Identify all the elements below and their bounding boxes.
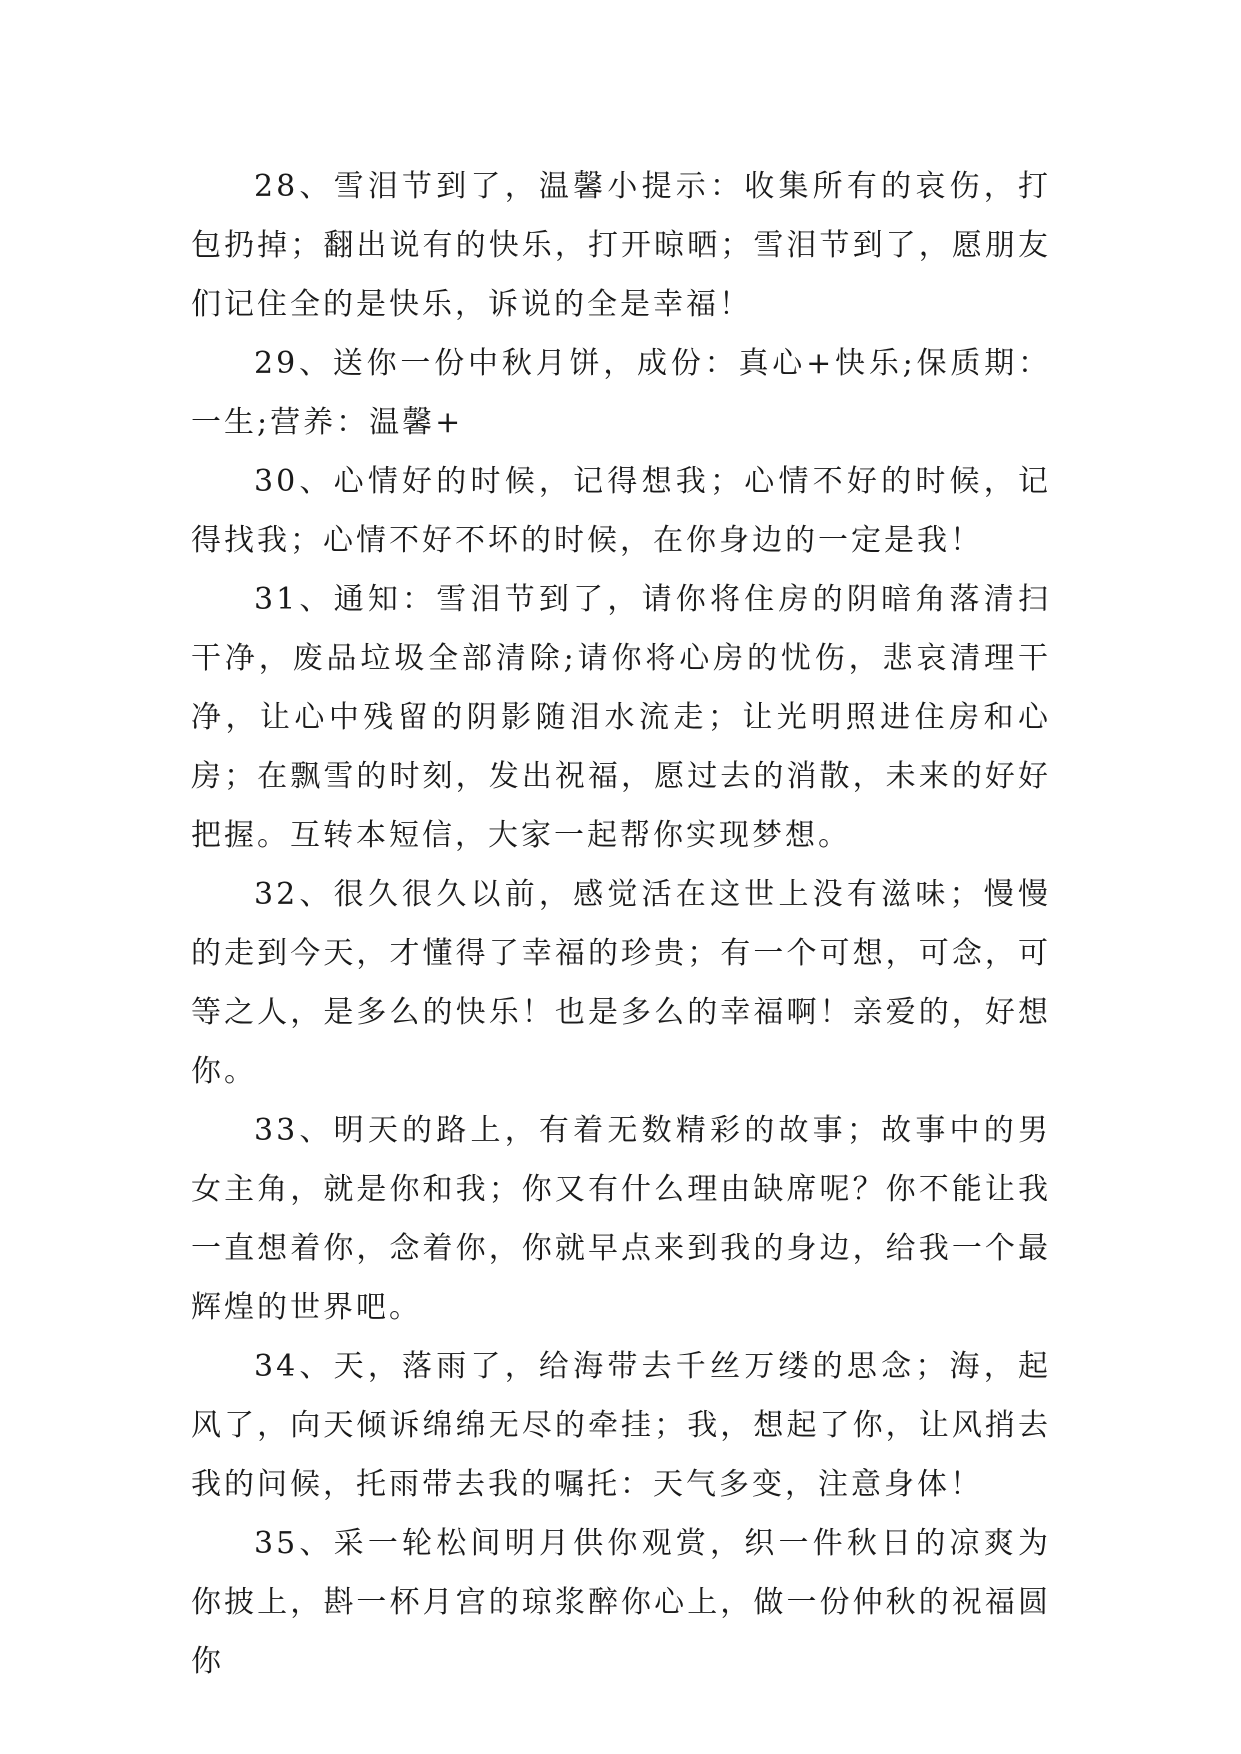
document-body	[191, 157, 1051, 1691]
paragraph-30: 30、心情好的时候，记得想我；心情不好的时候，记得找我；心情不好不坏的时候，在你身边的一定是我！	[191, 464, 1051, 558]
paragraph-28: 28、雪泪节到了，温馨小提示：收集所有的哀伤，打包扔掉；翻出说有的快乐，打开晾晒；雪泪节到了，愿朋友们记住全的是快乐，诉说的全是幸福！	[191, 169, 1051, 322]
paragraph-29: 29、送你一份中秋月饼，成份：真心+快乐;保质期：一生;营养：温馨+	[191, 346, 1051, 440]
paragraph-31: 31、通知：雪泪节到了，请你将住房的阴暗角落清扫干净，废品垃圾全部清除;请你将心房的忧伤，悲哀清理干净，让心中残留的阴影随泪水流走；让光明照进住房和心房；在飘雪的时刻，发出祝福，愿过去的消散，未来的好好把握。互转本短信，大家一起帮你实现梦想。	[191, 582, 1051, 853]
paragraph-33: 33、明天的路上，有着无数精彩的故事；故事中的男女主角，就是你和我；你又有什么理由缺席呢？你不能让我一直想着你，念着你，你就早点来到我的身边，给我一个最辉煌的世界吧。	[191, 1113, 1051, 1325]
paragraph-34: 34、天，落雨了，给海带去千丝万缕的思念；海，起风了，向天倾诉绵绵无尽的牵挂；我，想起了你，让风捎去我的问候，托雨带去我的嘱托：天气多变，注意身体！	[191, 1349, 1051, 1502]
paragraph-32: 32、很久很久以前，感觉活在这世上没有滋味；慢慢的走到今天，才懂得了幸福的珍贵；有一个可想，可念，可等之人，是多么的快乐！也是多么的幸福啊！亲爱的，好想你。	[191, 877, 1051, 1089]
paragraph-35: 35、采一轮松间明月供你观赏，织一件秋日的凉爽为你披上，斟一杯月宫的琼浆醉你心上，做一份仲秋的祝福圆你	[191, 1526, 1051, 1679]
